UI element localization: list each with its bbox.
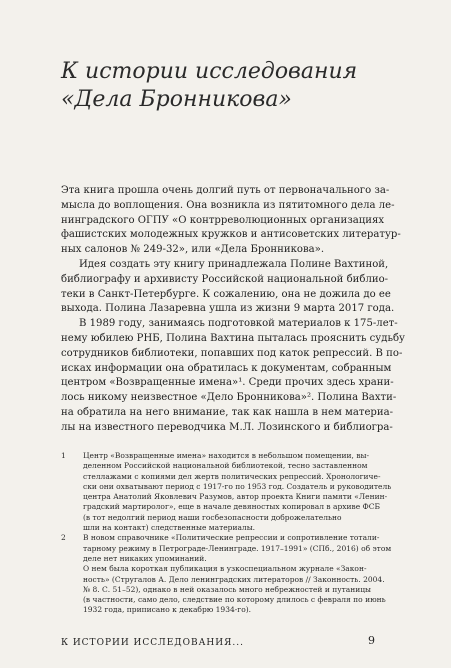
footnote-line: 1932 года, приписано к декабрю 1934-го).: [83, 605, 252, 615]
body-line: нинградского ОГПУ «О контрреволюционных организациях: [61, 214, 385, 226]
footnote-line: градский мартиролог», еще в начале девяностых копировал в архиве ФСБ: [83, 502, 380, 512]
footnotes: [61, 451, 395, 616]
body-line: лы на известного переводчика М.Л. Лозинского и библиогра-: [61, 421, 393, 433]
body-line: нему юбилею РНБ, Полина Вахтина пыталась прояснить судьбу: [61, 332, 405, 344]
body-line: ных салонов № 249-32», или «Дела Бронникова».: [61, 244, 325, 256]
body-line: сотрудников библиотеки, попавших под каток репрессий. В по-: [61, 347, 403, 359]
footnote-line: ски они охватывают период с 1917-го по 1953 год. Создатель и руководитель: [83, 481, 392, 491]
footnote-line: стеллажами с копиями дел жертв политических репрессий. Хронологиче-: [83, 471, 381, 481]
footnote-line: № 8. С. 51–52), однако в ней оказалось много небрежностей и путаницы: [83, 584, 372, 594]
footnote-number: 1: [61, 451, 66, 460]
footnote-line: шли на контакт) следственные материалы.: [83, 523, 256, 533]
running-head: К ИСТОРИИ ИССЛЕДОВАНИЯ...: [61, 638, 244, 648]
footnote: [61, 533, 395, 615]
footnote-line: (в частности, само дело, следствие по которому длилось с февраля по июнь: [83, 595, 386, 605]
body-line: мысла до воплощения. Она возникла из пятитомного дела ле-: [61, 199, 395, 211]
footnote-number: 2: [61, 533, 66, 543]
footnote-line: ность» (Стругалов А. Дело ленинградских литераторов // Законность. 2004.: [83, 574, 385, 584]
body-line: фашистских молодежных кружков и антисоветских литератур-: [61, 229, 401, 241]
page-number: 9: [368, 634, 375, 647]
chapter-title-line-2: «Дела Бронникова»: [61, 87, 292, 112]
footnote-text: [83, 533, 395, 615]
footnote: [61, 451, 395, 533]
footnote-line: В новом справочнике «Политические репрессии и сопротивление тотали-: [83, 533, 380, 543]
footnote-line: центра Анатолий Яковлевич Разумов, автор проекта Книги памяти «Ленин-: [83, 492, 388, 502]
body-line: Эта книга прошла очень долгий путь от первоначального за-: [61, 185, 390, 196]
body-line: на обратила на него внимание, так как нашла в нем материа-: [61, 406, 394, 418]
body-line: Идея создать эту книгу принадлежала Полине Вахтиной,: [79, 258, 389, 270]
footnote-text: [83, 451, 395, 533]
footnote-line: (в тот недолгий период наши госбезопасности доброжелательно: [83, 512, 342, 522]
body-line: теки в Санкт-Петербурге. К сожалению, она не дожила до ее: [61, 288, 391, 300]
body-line: библиографу и архивисту Российской национальной библио-: [61, 273, 389, 285]
body-line: исках информации она обратилась к документам, собранным: [61, 362, 392, 374]
footnote-line: О нем была короткая публикация в узкоспециальном журнале «Закон-: [83, 564, 367, 574]
footnote-line: Центр «Возвращенные имена» находится в небольшом помещении, вы-: [83, 451, 370, 460]
body-line: центром «Возвращенные имена»¹. Среди прочих здесь храни-: [61, 377, 394, 389]
body-line: выхода. Полина Лазаревна ушла из жизни 9 марта 2017 года.: [61, 303, 395, 315]
body-text: [61, 184, 405, 436]
chapter-title-line-1: К истории исследования: [61, 59, 358, 84]
footnote-line: тарному режиму в Петрограде-Ленинграде. 1917–1991» (СПб., 2016) об этом: [83, 543, 392, 553]
body-line: лось никому неизвестное «Дело Бронникова»². Полина Вахти-: [61, 392, 397, 404]
footnote-line: деле нет никаких упоминаний.: [83, 553, 207, 563]
footnote-line: деленном Российской национальной библиотекой, тесно заставленном: [83, 461, 368, 471]
chapter-title: [61, 58, 421, 114]
body-line: В 1989 году, занимаясь подготовкой материалов к 175-лет-: [79, 318, 398, 330]
